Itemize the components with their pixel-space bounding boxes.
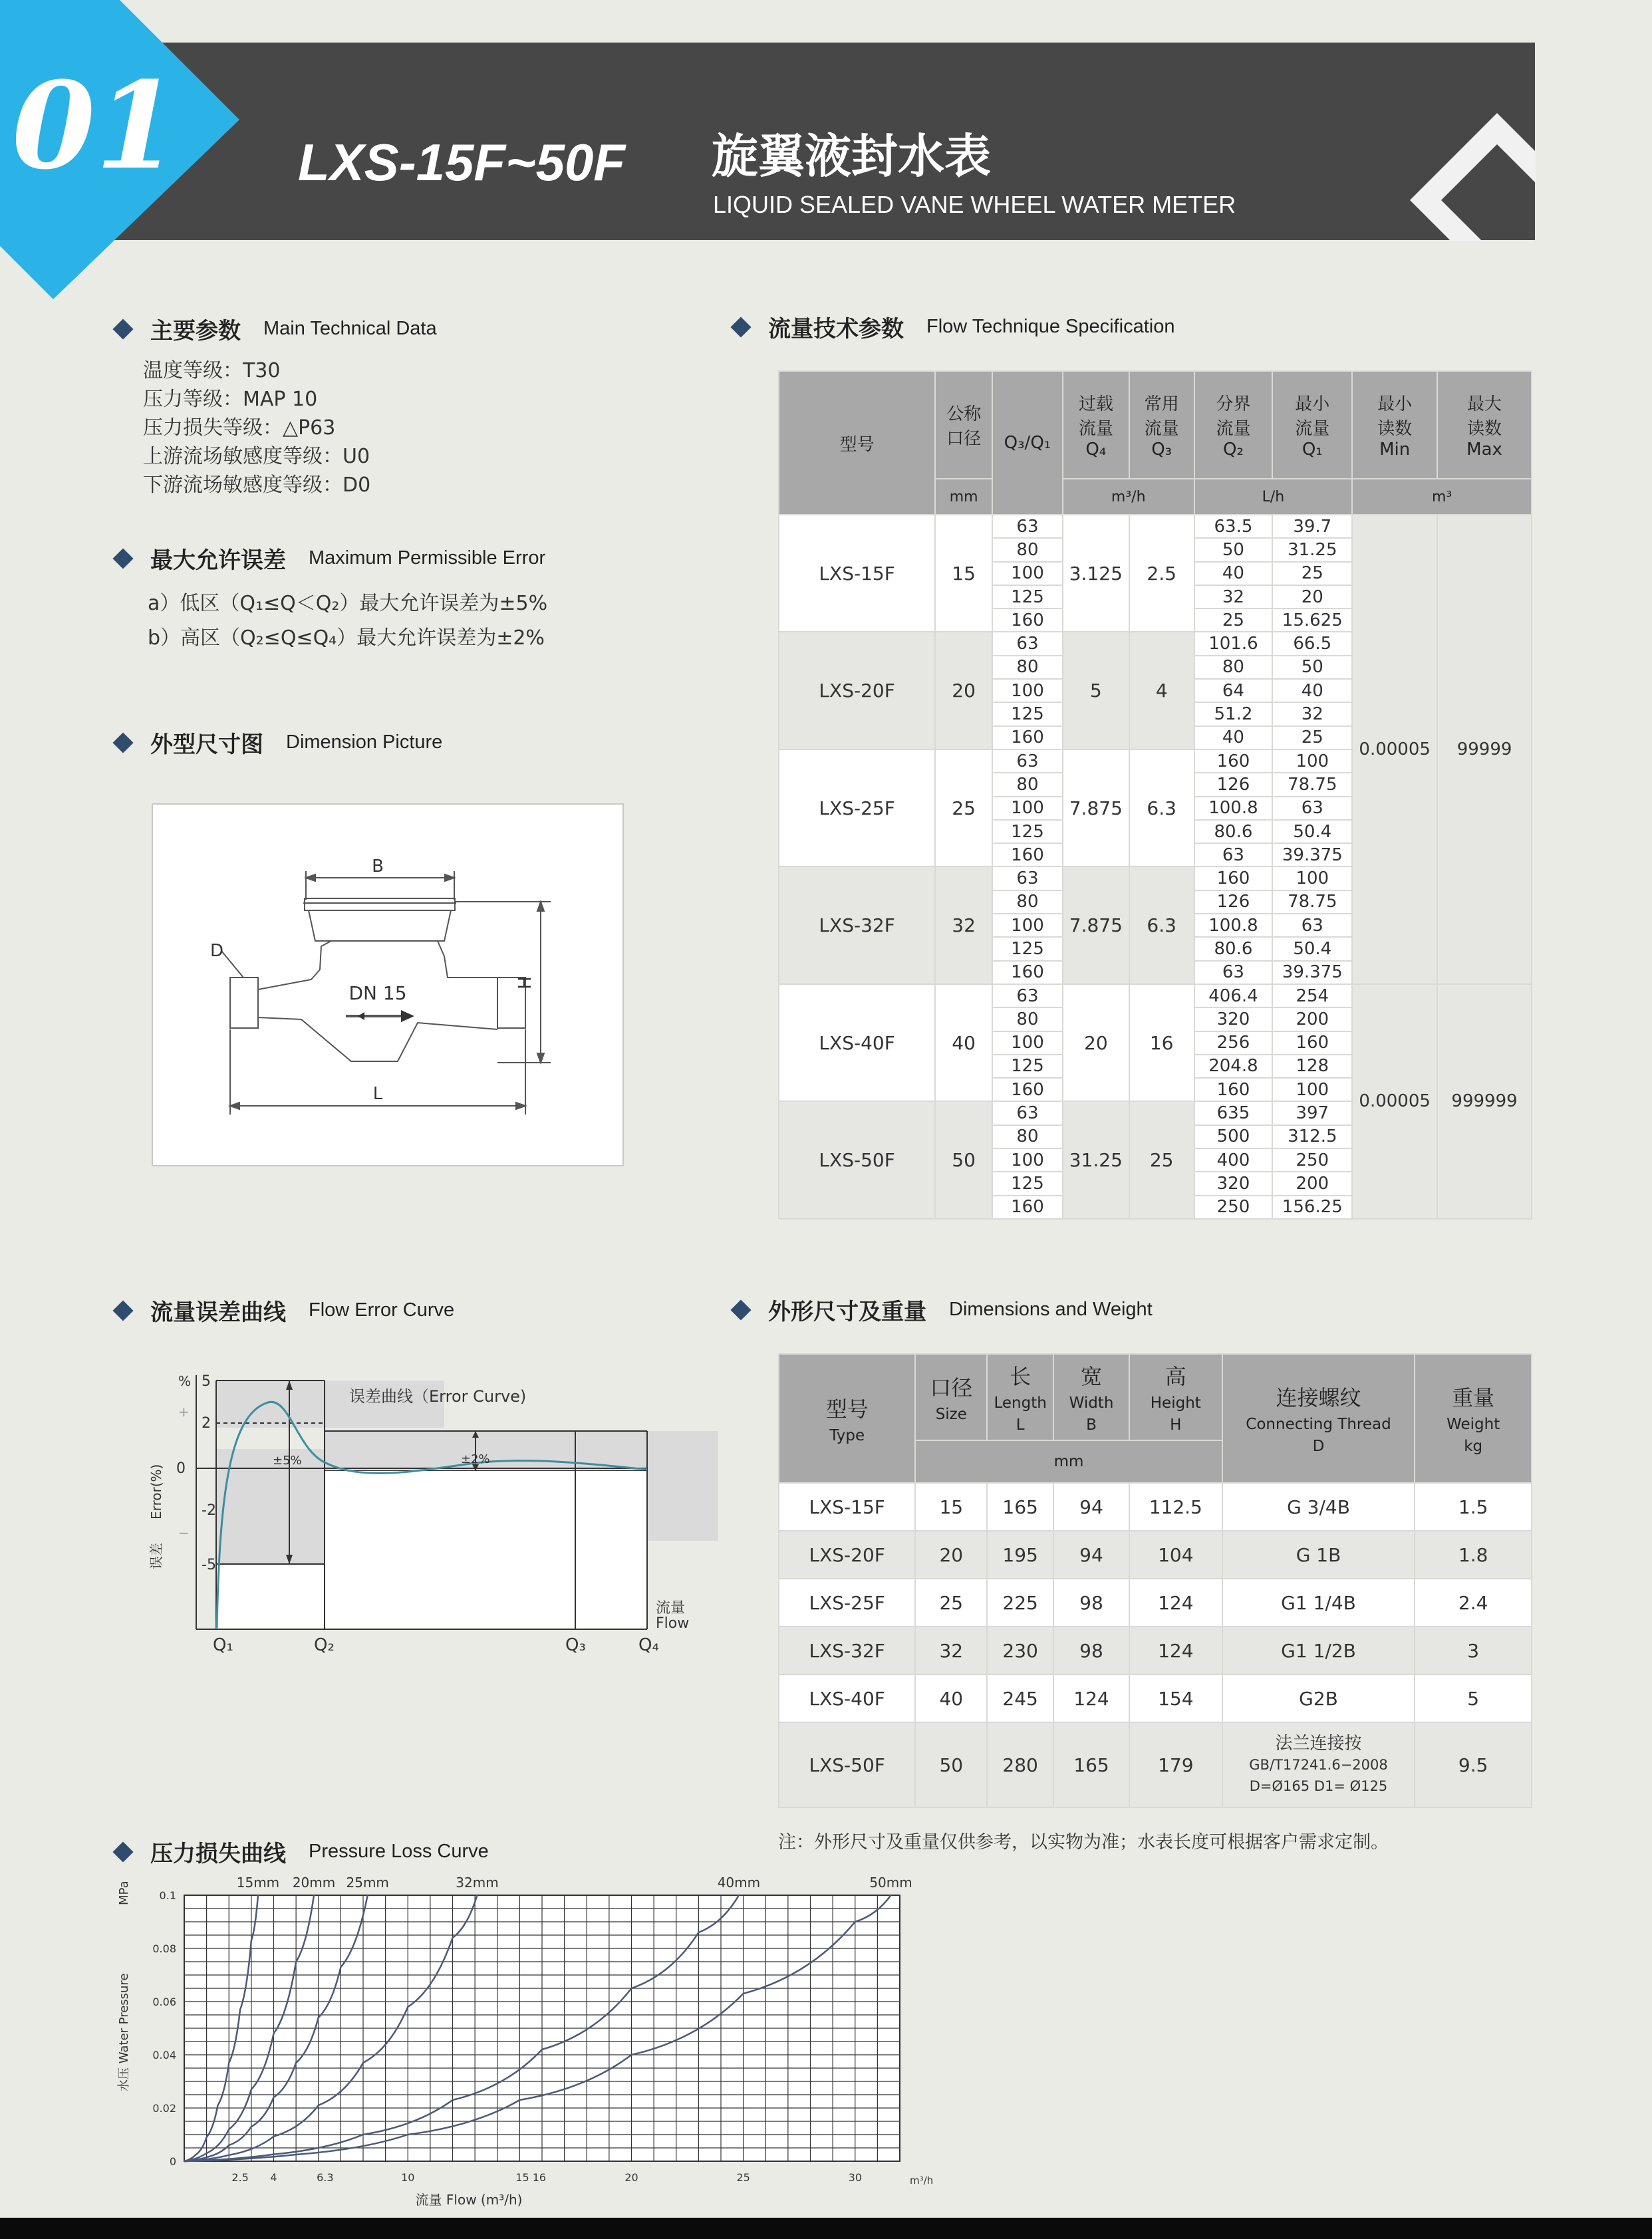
q2-cell: 101.6 bbox=[1194, 632, 1273, 655]
q1-cell: 78.75 bbox=[1272, 890, 1352, 914]
q2-cell: 51.2 bbox=[1194, 702, 1273, 725]
table-row bbox=[779, 1579, 1532, 1627]
corner-decoration bbox=[1410, 113, 1536, 241]
l-cell: 245 bbox=[987, 1674, 1053, 1722]
h-cell: 104 bbox=[1129, 1531, 1222, 1579]
thread-line: D=Ø165 D1= Ø125 bbox=[1249, 1778, 1388, 1794]
y-unit: % bbox=[178, 1373, 192, 1389]
mpe-list bbox=[148, 587, 547, 656]
dn-cell: 50 bbox=[935, 1101, 992, 1218]
size-cell: 50 bbox=[915, 1722, 987, 1807]
type-cell: LXS-50F bbox=[779, 1722, 915, 1807]
unit-mm: mm bbox=[935, 479, 992, 515]
thread-line: 法兰连接按 bbox=[1275, 1734, 1362, 1754]
dimension-title-en: Dimension Picture bbox=[286, 731, 443, 753]
curve-label: 25mm bbox=[346, 1875, 389, 1891]
mpe-title-cn: 最大允许误差 bbox=[150, 547, 286, 574]
weight-cell: 5 bbox=[1415, 1674, 1532, 1722]
q3-cell: 2.5 bbox=[1129, 515, 1194, 632]
type-cell: LXS-20F bbox=[779, 1531, 915, 1579]
dims-weight-table bbox=[778, 1353, 1532, 1808]
q2-cell: 160 bbox=[1194, 866, 1273, 890]
mpe-heading bbox=[116, 542, 545, 575]
table-row bbox=[779, 1531, 1532, 1579]
th-height: 高 Height H bbox=[1129, 1354, 1222, 1440]
l-cell: 280 bbox=[987, 1722, 1053, 1807]
flow-spec-title-cn: 流量技术参数 bbox=[768, 316, 904, 342]
page-title-en: LIQUID SEALED VANE WHEEL WATER METER bbox=[713, 191, 1236, 218]
thread-cell: G2B bbox=[1222, 1674, 1415, 1722]
ratio-cell: 63 bbox=[992, 866, 1063, 890]
ratio-cell: 80 bbox=[992, 656, 1063, 679]
size-cell: 20 bbox=[915, 1531, 987, 1579]
l-cell: 165 bbox=[987, 1483, 1053, 1531]
q1-cell: 25 bbox=[1272, 562, 1352, 585]
b-cell: 94 bbox=[1053, 1483, 1129, 1531]
ratio-cell: 125 bbox=[992, 1055, 1063, 1078]
th-size: 口径 Size bbox=[915, 1354, 987, 1440]
q2-cell: 100.8 bbox=[1194, 797, 1273, 820]
q3-cell: 6.3 bbox=[1129, 866, 1194, 984]
q2-cell: 80 bbox=[1194, 656, 1273, 679]
q1-cell: 63 bbox=[1272, 797, 1352, 820]
th-thread: 连接螺纹 Connecting Thread D bbox=[1222, 1354, 1415, 1483]
footer-bar bbox=[0, 2218, 1652, 2239]
x-tick-label: 6.3 bbox=[317, 2171, 334, 2184]
q1-cell: 200 bbox=[1272, 1172, 1352, 1195]
b-cell: 94 bbox=[1053, 1531, 1129, 1579]
size-cell: 25 bbox=[915, 1579, 987, 1627]
table-row bbox=[779, 1674, 1532, 1722]
q2-cell: 63 bbox=[1194, 843, 1273, 866]
q1-cell: 15.625 bbox=[1272, 608, 1352, 632]
q3-cell: 6.3 bbox=[1129, 749, 1194, 866]
q4-cell: 7.875 bbox=[1063, 866, 1129, 984]
ratio-cell: 125 bbox=[992, 820, 1063, 843]
th-type: 型号 Type bbox=[779, 1354, 915, 1483]
x-tick-label: 20 bbox=[624, 2171, 638, 2184]
q2-cell: 63 bbox=[1194, 961, 1273, 984]
x-tick-label: 25 bbox=[736, 2171, 750, 2184]
th-min: 最小 读数 Min bbox=[1352, 371, 1437, 479]
error-curve-title-en: Flow Error Curve bbox=[309, 1299, 455, 1321]
q1-cell: 50.4 bbox=[1272, 937, 1352, 960]
q3-cell: 4 bbox=[1129, 632, 1194, 749]
type-cell: LXS-25F bbox=[779, 1579, 915, 1627]
l-cell: 225 bbox=[987, 1579, 1053, 1627]
h-cell: 124 bbox=[1129, 1579, 1222, 1627]
minus-sign: − bbox=[178, 1525, 190, 1541]
q2-cell: 320 bbox=[1194, 1172, 1273, 1195]
q2-cell: 320 bbox=[1194, 1007, 1273, 1031]
ratio-cell: 125 bbox=[992, 702, 1063, 725]
dimension-title-cn: 外型尺寸图 bbox=[150, 731, 263, 758]
q1-cell: 32 bbox=[1272, 702, 1352, 725]
h-cell: 112.5 bbox=[1129, 1483, 1222, 1531]
list-item: a）低区（Q₁≤Q＜Q₂）最大允许误差为±5% bbox=[148, 592, 548, 615]
dims-note: 注：外形尺寸及重量仅供参考，以实物为准；水表长度可根据客户需求定制。 bbox=[778, 1832, 1389, 1853]
y-tick-label: 0.08 bbox=[152, 1942, 176, 1955]
q2-cell: 80.6 bbox=[1194, 937, 1273, 960]
ratio-cell: 125 bbox=[992, 937, 1063, 960]
ratio-cell: 63 bbox=[992, 984, 1063, 1007]
unit-m3h: m³/h bbox=[1063, 479, 1194, 515]
pressure-loss-chart bbox=[113, 1862, 951, 2221]
ratio-cell: 63 bbox=[992, 1101, 1063, 1124]
q2-cell: 406.4 bbox=[1194, 984, 1273, 1007]
unit-m3: m³ bbox=[1352, 479, 1532, 515]
b-cell: 165 bbox=[1053, 1722, 1129, 1807]
q1-cell: 397 bbox=[1272, 1101, 1352, 1124]
curve-label: 50mm bbox=[869, 1875, 912, 1891]
y-tick-label: 0.02 bbox=[152, 2102, 176, 2115]
diamond-icon bbox=[730, 1299, 751, 1320]
list-item: 下游流场敏感度等级：D0 bbox=[143, 473, 371, 497]
q2-cell: 400 bbox=[1194, 1148, 1273, 1172]
diamond-icon bbox=[112, 1841, 133, 1862]
min-reading-cell: 0.00005 bbox=[1352, 984, 1437, 1219]
b-cell: 124 bbox=[1053, 1674, 1129, 1722]
x-point: Q₁ bbox=[213, 1635, 233, 1655]
ratio-cell: 160 bbox=[992, 1196, 1063, 1219]
y-tick: -5 bbox=[202, 1557, 216, 1573]
q1-cell: 39.375 bbox=[1272, 843, 1352, 866]
unit-lh: L/h bbox=[1194, 479, 1353, 515]
q2-cell: 126 bbox=[1194, 890, 1273, 914]
max-reading-cell: 999999 bbox=[1437, 984, 1532, 1219]
pressure-title-cn: 压力损失曲线 bbox=[150, 1841, 286, 1867]
q1-cell: 39.375 bbox=[1272, 961, 1352, 984]
thread-cell bbox=[1222, 1722, 1415, 1807]
y-tick-label: 0.1 bbox=[159, 1889, 176, 1902]
flow-spec-title-en: Flow Technique Specification bbox=[926, 316, 1175, 337]
list-item: 压力等级：MAP 10 bbox=[143, 388, 318, 411]
label-b: B bbox=[372, 856, 384, 876]
q3-cell: 16 bbox=[1129, 984, 1194, 1101]
list-item: b）高区（Q₂≤Q≤Q₄）最大允许误差为±2% bbox=[148, 626, 545, 650]
diamond-icon bbox=[112, 732, 133, 753]
min-reading-cell: 0.00005 bbox=[1352, 515, 1437, 984]
x-tick-label: 10 bbox=[401, 2171, 415, 2184]
q2-cell: 50 bbox=[1194, 538, 1273, 561]
dn-cell: 32 bbox=[935, 866, 992, 984]
weight-cell: 3 bbox=[1415, 1627, 1532, 1674]
ratio-cell: 100 bbox=[992, 797, 1063, 820]
q1-cell: 100 bbox=[1272, 866, 1352, 890]
ratio-cell: 100 bbox=[992, 1031, 1063, 1055]
l-cell: 195 bbox=[987, 1531, 1053, 1579]
label-dn: DN 15 bbox=[348, 982, 407, 1004]
ratio-cell: 80 bbox=[992, 1125, 1063, 1148]
l-cell: 230 bbox=[987, 1627, 1053, 1674]
unit-mm: mm bbox=[915, 1440, 1222, 1483]
q2-cell: 126 bbox=[1194, 773, 1273, 796]
table-row bbox=[779, 1627, 1532, 1674]
x-unit: m³/h bbox=[910, 2174, 934, 2186]
q1-cell: 128 bbox=[1272, 1055, 1352, 1078]
dn-cell: 20 bbox=[935, 632, 992, 749]
legend: 误差曲线（Error Curve) bbox=[349, 1387, 527, 1406]
table-row bbox=[779, 1483, 1532, 1531]
h-cell: 124 bbox=[1129, 1627, 1222, 1674]
ratio-cell: 100 bbox=[992, 1148, 1063, 1172]
q2-cell: 160 bbox=[1194, 1078, 1273, 1101]
y-tick: 2 bbox=[202, 1415, 211, 1432]
q1-cell: 100 bbox=[1272, 749, 1352, 773]
label-h: H bbox=[515, 976, 535, 989]
main-data-title-cn: 主要参数 bbox=[150, 318, 241, 344]
dn-cell: 40 bbox=[935, 984, 992, 1101]
ratio-cell: 125 bbox=[992, 1172, 1063, 1195]
model-cell: LXS-50F bbox=[779, 1101, 935, 1218]
pressure-title-en: Pressure Loss Curve bbox=[309, 1841, 489, 1862]
thread-cell: G 3/4B bbox=[1222, 1483, 1415, 1531]
q4-cell: 3.125 bbox=[1063, 515, 1129, 632]
th-max: 最大 读数 Max bbox=[1437, 371, 1532, 479]
model-title: LXS-15F~50F bbox=[298, 133, 626, 192]
thread-cell: G 1B bbox=[1222, 1531, 1415, 1579]
x-point: Q₂ bbox=[314, 1635, 335, 1655]
q1-cell: 66.5 bbox=[1272, 632, 1352, 655]
ratio-cell: 80 bbox=[992, 538, 1063, 561]
main-data-list bbox=[143, 356, 370, 499]
ratio-cell: 160 bbox=[992, 726, 1063, 749]
dims-title-en: Dimensions and Weight bbox=[949, 1299, 1153, 1320]
y-unit: MPa bbox=[117, 1881, 131, 1905]
size-cell: 15 bbox=[915, 1483, 987, 1531]
th-length: 长 Length L bbox=[987, 1354, 1053, 1440]
list-item: 温度等级：T30 bbox=[143, 359, 281, 382]
x-tick-label: 4 bbox=[270, 2171, 277, 2184]
flow-spec-table bbox=[778, 370, 1532, 1220]
q4-cell: 7.875 bbox=[1063, 749, 1129, 866]
error-curve-heading bbox=[116, 1294, 454, 1327]
ratio-cell: 160 bbox=[992, 843, 1063, 866]
th-dn: 公称 口径 bbox=[935, 371, 992, 479]
y-tick-label: 0 bbox=[169, 2155, 176, 2168]
dn-cell: 25 bbox=[935, 749, 992, 866]
q1-cell: 20 bbox=[1272, 585, 1352, 608]
list-item: 上游流场敏感度等级：U0 bbox=[143, 445, 370, 468]
y-tick: -2 bbox=[202, 1502, 216, 1519]
ratio-cell: 80 bbox=[992, 890, 1063, 914]
th-q1: 最小 流量 Q₁ bbox=[1272, 371, 1352, 479]
q1-cell: 254 bbox=[1272, 984, 1352, 1007]
mpe-title-en: Maximum Permissible Error bbox=[309, 547, 546, 569]
curve-label: 40mm bbox=[717, 1875, 761, 1891]
th-model: 型号 bbox=[779, 371, 935, 515]
q2-cell: 25 bbox=[1194, 608, 1273, 632]
type-cell: LXS-15F bbox=[779, 1483, 915, 1531]
b-cell: 98 bbox=[1053, 1627, 1129, 1674]
q1-cell: 200 bbox=[1272, 1007, 1352, 1031]
ratio-cell: 160 bbox=[992, 608, 1063, 632]
th-width: 宽 Width B bbox=[1053, 1354, 1129, 1440]
band-low: ±5% bbox=[273, 1454, 302, 1468]
q2-cell: 40 bbox=[1194, 726, 1273, 749]
x-axis-cn: 流量 bbox=[656, 1600, 686, 1617]
table-row bbox=[779, 1722, 1532, 1807]
weight-cell: 1.5 bbox=[1415, 1483, 1532, 1531]
q2-cell: 500 bbox=[1194, 1125, 1273, 1148]
q2-cell: 160 bbox=[1194, 749, 1273, 773]
ratio-cell: 100 bbox=[992, 679, 1063, 702]
ratio-cell: 80 bbox=[992, 773, 1063, 796]
model-cell: LXS-15F bbox=[779, 515, 935, 632]
x-tick-label: 15 16 bbox=[515, 2171, 547, 2184]
curve-label: 32mm bbox=[456, 1875, 499, 1891]
type-cell: LXS-32F bbox=[779, 1627, 915, 1674]
th-weight: 重量 Weight kg bbox=[1415, 1354, 1532, 1483]
q1-cell: 78.75 bbox=[1272, 773, 1352, 796]
model-cell: LXS-32F bbox=[779, 866, 935, 984]
thread-cell: G1 1/4B bbox=[1222, 1579, 1415, 1627]
ratio-cell: 63 bbox=[992, 632, 1063, 655]
ratio-cell: 63 bbox=[992, 749, 1063, 773]
x-axis-en: Flow bbox=[656, 1615, 690, 1632]
y-tick: 5 bbox=[202, 1373, 211, 1390]
list-item: 压力损失等级：△P63 bbox=[143, 416, 336, 440]
q2-cell: 32 bbox=[1194, 585, 1273, 608]
y-label-cn: 误差 bbox=[148, 1543, 164, 1569]
thread-line: GB/T17241.6−2008 bbox=[1249, 1757, 1388, 1773]
max-reading-cell: 99999 bbox=[1437, 515, 1532, 984]
label-d: D bbox=[209, 941, 224, 961]
diamond-icon bbox=[730, 317, 751, 337]
q3-cell: 25 bbox=[1129, 1101, 1194, 1218]
q2-cell: 635 bbox=[1194, 1101, 1273, 1124]
dn-cell: 15 bbox=[935, 515, 992, 632]
q1-cell: 312.5 bbox=[1272, 1125, 1352, 1148]
dimension-heading bbox=[116, 726, 442, 759]
main-data-title-en: Main Technical Data bbox=[263, 318, 437, 339]
b-cell: 98 bbox=[1053, 1579, 1129, 1627]
type-cell: LXS-40F bbox=[779, 1674, 915, 1722]
h-cell: 179 bbox=[1129, 1722, 1222, 1807]
model-cell: LXS-40F bbox=[779, 984, 935, 1101]
ratio-cell: 100 bbox=[992, 914, 1063, 937]
q4-cell: 20 bbox=[1063, 984, 1129, 1101]
weight-cell: 2.4 bbox=[1415, 1579, 1532, 1627]
q2-cell: 63.5 bbox=[1194, 515, 1273, 538]
band-high: ±2% bbox=[461, 1452, 490, 1466]
diamond-icon bbox=[112, 319, 133, 339]
y-tick-label: 0.06 bbox=[152, 1996, 176, 2008]
ratio-cell: 63 bbox=[992, 515, 1063, 538]
q4-cell: 31.25 bbox=[1063, 1101, 1129, 1218]
label-l: L bbox=[372, 1084, 383, 1104]
dims-heading bbox=[734, 1293, 1153, 1326]
ratio-cell: 160 bbox=[992, 1078, 1063, 1101]
q1-cell: 50.4 bbox=[1272, 820, 1352, 843]
error-curve-title-cn: 流量误差曲线 bbox=[150, 1299, 286, 1326]
y-tick: 0 bbox=[176, 1460, 186, 1477]
diamond-icon bbox=[112, 1300, 133, 1321]
ratio-cell: 125 bbox=[992, 585, 1063, 608]
q2-cell: 256 bbox=[1194, 1031, 1273, 1055]
q1-cell: 250 bbox=[1272, 1148, 1352, 1172]
y-label-en: Error(%) bbox=[148, 1464, 164, 1519]
error-curve-chart bbox=[120, 1363, 718, 1662]
dimension-drawing bbox=[152, 803, 624, 1166]
x-point: Q₄ bbox=[638, 1635, 659, 1655]
x-axis-label: 流量 Flow (m³/h) bbox=[415, 2192, 523, 2208]
x-tick-label: 2.5 bbox=[231, 2171, 249, 2184]
q1-cell: 63 bbox=[1272, 914, 1352, 937]
q1-cell: 160 bbox=[1272, 1031, 1352, 1055]
q1-cell: 40 bbox=[1272, 679, 1352, 702]
section-number: 01 bbox=[12, 56, 179, 196]
table-row bbox=[779, 515, 1532, 538]
q2-cell: 80.6 bbox=[1194, 820, 1273, 843]
q1-cell: 100 bbox=[1272, 1078, 1352, 1101]
ratio-cell: 100 bbox=[992, 562, 1063, 585]
th-q3: 常用 流量 Q₃ bbox=[1129, 371, 1194, 479]
x-tick-label: 30 bbox=[848, 2171, 862, 2184]
curve-label: 20mm bbox=[292, 1875, 336, 1891]
weight-cell: 1.8 bbox=[1415, 1531, 1532, 1579]
q4-cell: 5 bbox=[1063, 632, 1129, 749]
q1-cell: 39.7 bbox=[1272, 515, 1352, 538]
q2-cell: 100.8 bbox=[1194, 914, 1273, 937]
q1-cell: 31.25 bbox=[1272, 538, 1352, 561]
page-title-cn: 旋翼液封水表 bbox=[712, 129, 991, 184]
plus-sign: + bbox=[178, 1404, 190, 1420]
main-data-heading bbox=[116, 313, 437, 345]
weight-cell: 9.5 bbox=[1415, 1722, 1532, 1807]
q2-cell: 40 bbox=[1194, 562, 1273, 585]
q1-cell: 50 bbox=[1272, 656, 1352, 679]
size-cell: 32 bbox=[915, 1627, 987, 1674]
model-cell: LXS-20F bbox=[779, 632, 935, 749]
diamond-icon bbox=[112, 548, 133, 569]
table-row bbox=[779, 984, 1532, 1007]
h-cell: 154 bbox=[1129, 1674, 1222, 1722]
q2-cell: 204.8 bbox=[1194, 1055, 1273, 1078]
q1-cell: 156.25 bbox=[1272, 1196, 1352, 1219]
th-ratio: Q₃/Q₁ bbox=[992, 371, 1063, 515]
th-q2: 分界 流量 Q₂ bbox=[1194, 371, 1273, 479]
model-cell: LXS-25F bbox=[779, 749, 935, 866]
x-point: Q₃ bbox=[565, 1635, 586, 1655]
y-axis-label: 水压 Water Pressure bbox=[117, 1973, 131, 2091]
thread-cell: G1 1/2B bbox=[1222, 1627, 1415, 1674]
size-cell: 40 bbox=[915, 1674, 987, 1722]
ratio-cell: 80 bbox=[992, 1007, 1063, 1031]
curve-label: 15mm bbox=[236, 1875, 280, 1891]
flow-spec-heading bbox=[734, 311, 1174, 343]
q2-cell: 250 bbox=[1194, 1196, 1273, 1219]
th-q4: 过载 流量 Q₄ bbox=[1063, 371, 1129, 479]
dims-title-cn: 外形尺寸及重量 bbox=[768, 1299, 926, 1325]
y-tick-label: 0.04 bbox=[152, 2049, 176, 2061]
ratio-cell: 160 bbox=[992, 961, 1063, 984]
q1-cell: 25 bbox=[1272, 726, 1352, 749]
q2-cell: 64 bbox=[1194, 679, 1273, 702]
